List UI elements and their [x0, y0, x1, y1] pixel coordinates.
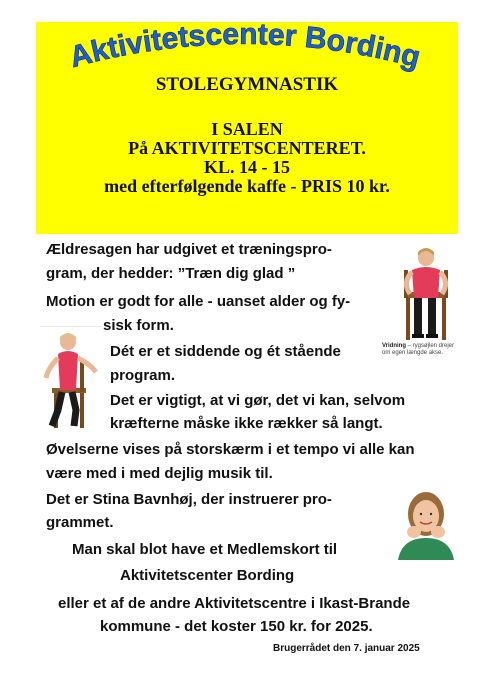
body-line-10: være med i med dejlig musik til. — [46, 465, 273, 482]
divider-line — [40, 326, 102, 327]
caption-label: Vridning — [382, 343, 406, 349]
body-line-3: Motion er godt for alle - uanset alder og fy- — [46, 293, 351, 310]
caption-text-2: om egen længde akse. — [382, 350, 444, 356]
body-line-15: eller et af de andre Aktivitetscentre i Ikast-Brande — [58, 595, 411, 612]
body-line-13: Man skal blot have et Medlemskort til — [72, 541, 338, 558]
event-line-price: med efterfølgende kaffe - PRIS 10 kr. — [104, 176, 390, 196]
banner-title: Aktivitetscenter Bording — [66, 17, 424, 75]
footer-signature: Brugerrådet den 7. januar 2025 — [273, 643, 420, 654]
body-line-8: kræfterne måske ikke rækker så langt. — [110, 415, 383, 432]
event-line-location: I SALEN — [211, 119, 283, 139]
instructor-photo — [392, 488, 460, 560]
body-line-4: sisk form. — [103, 317, 174, 334]
caption-text-1: – rygsøjlen drejer — [406, 343, 455, 349]
photo-caption — [382, 343, 474, 357]
body-line-11: Det er Stina Bavnhøj, der instruerer pro- — [46, 491, 332, 508]
body-line-16: kommune - det koster 150 kr. for 2025. — [100, 618, 373, 635]
body-line-1: Ældresagen har udgivet et træningspro- — [46, 241, 332, 258]
event-details — [36, 120, 458, 196]
body-line-9: Øvelserne vises på storskærm i et tempo vi alle kan — [46, 441, 415, 458]
body-line-2: gram, der hedder: ”Træn dig glad ” — [46, 265, 296, 282]
body-line-7: Det er vigtigt, at vi gør, det vi kan, selvom — [110, 392, 406, 409]
event-line-time: KL. 14 - 15 — [203, 157, 290, 177]
event-line-venue: På AKTIVITETSCENTERET. — [128, 138, 366, 158]
body-line-5: Dét er et siddende og ét stående — [110, 343, 341, 360]
banner-subtitle: STOLEGYMNASTIK — [155, 74, 339, 95]
body-line-12: grammet. — [46, 514, 114, 531]
body-line-6: program. — [110, 367, 176, 384]
seated-twist-photo — [380, 242, 472, 342]
body-line-14: Aktivitetscenter Bording — [120, 567, 295, 584]
chair-exercise-photo — [40, 330, 102, 430]
